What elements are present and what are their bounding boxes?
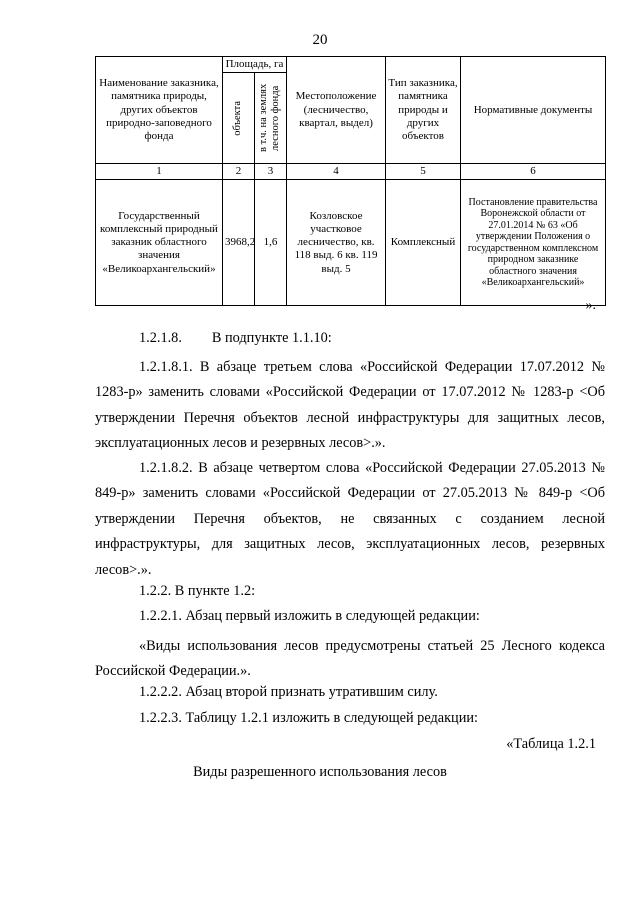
header-area-forest: в т.ч. на землях лесного фонда: [255, 73, 287, 164]
col-num: 6: [461, 164, 606, 180]
header-docs: Нормативные документы: [461, 57, 606, 164]
col-num: 4: [287, 164, 386, 180]
paragraph-1-2-1-8-2: 1.2.1.8.2. В абзаце четвертом слова «Российской Федерации 27.05.2013 № 849-р» заменить словами «Российской Федерации от 27.05.2013 № 849-р <Об утверждении Перечня объектов, не связанных с созданием лесной инфраструктуры, для защитных лесов, эксплуатационных лесов, резервных лесов>.».: [95, 460, 605, 578]
item-1-2-2: 1.2.2. В пункте 1.2:: [139, 583, 256, 599]
item-1-2-2-1: 1.2.2.1. Абзац первый изложить в следующей редакции:: [139, 608, 480, 624]
header-location: Местоположение (лесничество, квартал, выдел): [287, 57, 386, 164]
cell-name: Государственный комплексный природный заказник областного значения «Великоархангельский»: [96, 180, 223, 306]
header-name: Наименование заказника, памятника природы, других объектов природно-заповедного фонда: [96, 57, 223, 164]
header-area: Площадь, га: [223, 57, 287, 73]
col-num: 3: [255, 164, 287, 180]
table-row: [96, 180, 606, 306]
cell-area-object: 3968,2: [223, 180, 255, 306]
col-num: 1: [96, 164, 223, 180]
cell-type: Комплексный: [386, 180, 461, 306]
cell-docs: Постановление правительства Воронежской области от 27.01.2014 № 63 «Об утверждении Положения о государственном комплексном природном заказнике областного значения «Великоархангельский»: [461, 180, 606, 306]
item-number: 1.2.1.8.: [139, 330, 182, 346]
table-label: «Таблица 1.2.1: [506, 736, 596, 752]
table-title: Виды разрешенного использования лесов: [193, 764, 447, 780]
header-area-object: объекта: [223, 73, 255, 164]
item-text: В подпункте 1.1.10:: [211, 330, 332, 346]
column-numbers-row: [96, 164, 606, 180]
page-number: 20: [312, 32, 328, 48]
cell-area-forest: 1,6: [255, 180, 287, 306]
cell-location: Козловское участковое лесничество, кв. 118 выд. 6 кв. 119 выд. 5: [287, 180, 386, 306]
item-1-2-2-2: 1.2.2.2. Абзац второй признать утратившим силу.: [139, 684, 438, 700]
header-type: Тип заказника, памятника природы и других объектов: [386, 57, 461, 164]
table-close-quote: ».: [585, 298, 596, 313]
item-1-2-1-8: [139, 330, 332, 347]
col-num: 5: [386, 164, 461, 180]
item-1-2-2-3: 1.2.2.3. Таблицу 1.2.1 изложить в следующей редакции:: [139, 710, 478, 726]
protected-areas-table: [95, 56, 606, 306]
col-num: 2: [223, 164, 255, 180]
paragraph-1-2-1-8-1: 1.2.1.8.1. В абзаце третьем слова «Российской Федерации 17.07.2012 № 1283-р» заменить словами «Российской Федерации от 17.07.2012 № 1283-р <Об утверждении Перечня объектов лесной инфраструктуры для защитных лесов, эксплуатационных лесов и резервных лесов>.».: [95, 359, 605, 452]
quote-paragraph: «Виды использования лесов предусмотрены статьей 25 Лесного кодекса Российской Федерации.».: [95, 638, 605, 680]
